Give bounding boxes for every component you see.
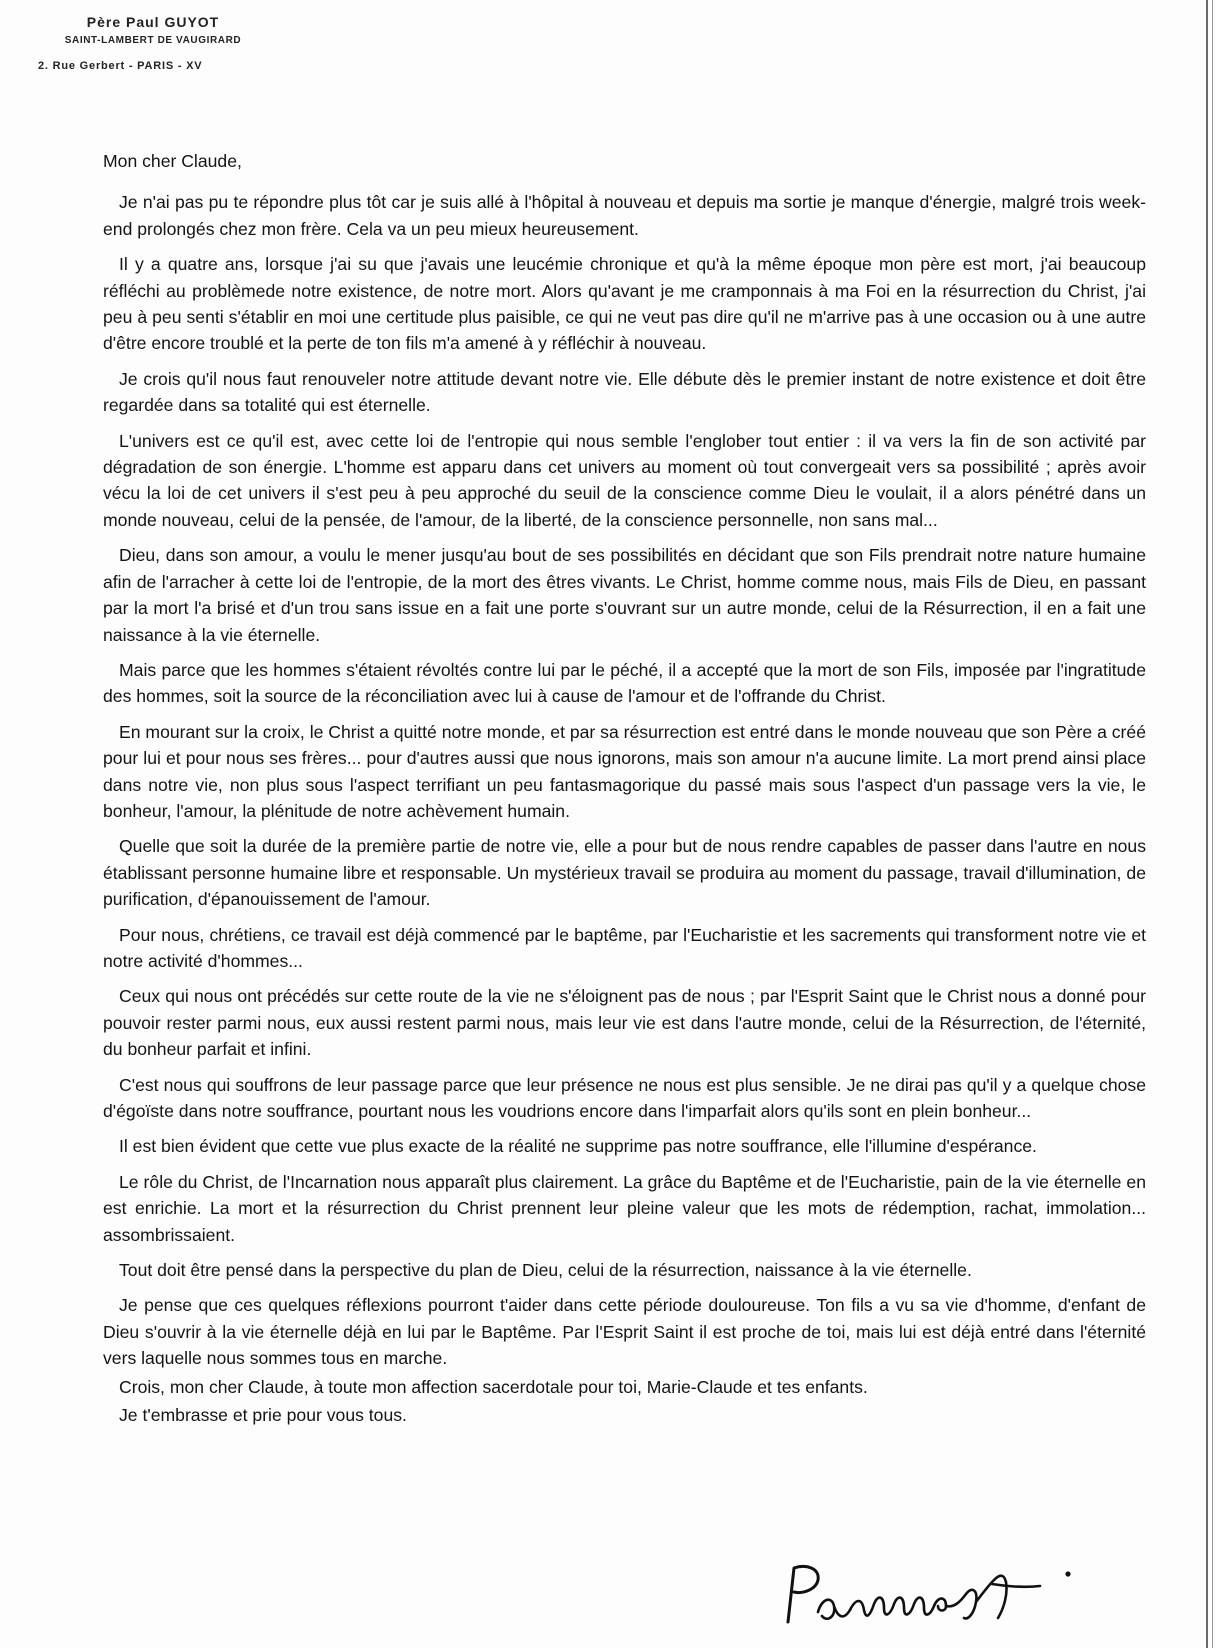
paragraph-8: Quelle que soit la durée de la première partie de notre vie, elle a pour but de nous rendre capables de passer dans l'autre en nous établissant personne humaine libre et responsable. Un mystérieux travail se produira au moment du passage, travail d'illumination, de purification, d'épanouissement de l'amour.	[103, 836, 1146, 910]
paragraph-14: Tout doit être pensé dans la perspective du plan de Dieu, celui de la résurrection, naissance à la vie éternelle.	[119, 1260, 972, 1281]
scan-edge-line-outer	[1212, 0, 1213, 1648]
paragraph-11: C'est nous qui souffrons de leur passage parce que leur présence ne nous est plus sensible. Je ne dirai pas qu'il y a quelque chose d'égoïste dans notre souffrance, pourtant nous les voudrions encore dans l'imparfait alors qu'ils sont en plein bonheur...	[103, 1074, 1146, 1121]
paragraph-13: Le rôle du Christ, de l'Incarnation nous apparaît plus clairement. La grâce du Baptême et de l'Eucharistie, pain de la vie éternelle en est enrichie. La mort et la résurrection du Christ prennent leur pleine valeur que les mots de rédemption, rachat, immolation... assombrissaient.	[103, 1171, 1146, 1245]
paragraph-15: Je pense que ces quelques réflexions pourront t'aider dans cette période douloureuse. Ton fils a vu sa vie d'homme, d'enfant de Dieu s'ouvrir à la vie éternelle déjà en lui par le Baptême. Par l'Esprit Saint il est proche de toi, mais lui est déjà entré dans l'éternité vers laquelle nous sommes tous en marche.	[103, 1295, 1146, 1369]
paragraph-5: Dieu, dans son amour, a voulu le mener jusqu'au bout de ses possibilités en décidant que son Fils prendrait notre nature humaine afin de l'arracher à cette loi de l'entropie, de la mort des êtres vivants. Le Christ, homme comme nous, mais Fils de Dieu, en passant par la mort l'a brisé et d'un trou sans issue en a fait une porte s'ouvrant sur un autre monde, celui de la Résurrection, il en a fait une naissance à la vie éternelle.	[103, 545, 1146, 645]
paragraph-6: Mais parce que les hommes s'étaient révoltés contre lui par le péché, il a accepté que la mort de son Fils, imposée par l'ingratitude des hommes, soit la source de la réconciliation avec lui à cause de l'amour et de l'offrande du Christ.	[103, 659, 1146, 707]
paragraph-1: Je n'ai pas pu te répondre plus tôt car je suis allé à l'hôpital à nouveau et depuis ma sortie je manque d'énergie, malgré trois week-end prolongés chez mon frère. Cela va un peu mieux heureusement.	[103, 192, 1146, 239]
letterhead	[38, 12, 268, 76]
handwritten-signature	[778, 1560, 1098, 1630]
paragraph-7: En mourant sur la croix, le Christ a quitté notre monde, et par sa résurrection est entré dans le monde nouveau que son Père a créé pour lui et pour nous ses frères... pour d'autres aussi que nous ignorons, mais son amour n'a aucune limite. La mort prend ainsi place dans notre vie, non plus sous l'aspect terrifiant un peu fantasmagorique du passé mais sous l'aspect d'un passage vers la vie, le bonheur, l'amour, la plénitude de notre achèvement humain.	[103, 721, 1146, 821]
closing-line-2: Je t'embrasse et prie pour vous tous.	[119, 1405, 407, 1426]
letter-body	[103, 148, 1146, 1430]
scan-edge-line	[1206, 0, 1208, 1648]
letterhead-address: 2. Rue Gerbert - PARIS - XV	[38, 60, 203, 72]
paragraph-12: Il est bien évident que cette vue plus exacte de la réalité ne supprime pas notre souffrance, elle l'illumine d'espérance.	[119, 1136, 1037, 1157]
paragraph-4: L'univers est ce qu'il est, avec cette loi de l'entropie qui nous semble l'englober tout entier : il va vers la fin de son activité par dégradation de son énergie. L'homme est apparu dans cet univers au moment où tout convergeait vers sa possibilité ; après avoir vécu la loi de cet univers il s'est peu à peu approché du seuil de la conscience comme Dieu le voulait, il a alors pénétré dans un monde nouveau, celui de la pensée, de l'amour, de la liberté, de la conscience personnelle, non sans mal...	[103, 430, 1146, 530]
paragraph-3: Je crois qu'il nous faut renouveler notre attitude devant notre vie. Elle débute dès le premier instant de notre existence et doit être regardée dans sa totalité qui est éternelle.	[103, 368, 1146, 416]
paragraph-2: Il y a quatre ans, lorsque j'ai su que j'avais une leucémie chronique et qu'à la même époque mon père est mort, j'ai beaucoup réfléchi au problèmede notre existence, de notre mort. Alors qu'avant je me cramponnais à ma Foi en la résurrection du Christ, j'ai peu à peu senti s'établir en moi une certitude plus paisible, ce qui ne veut pas dire qu'il ne m'arrive pas à une occasion ou à une autre d'être encore troublé et la perte de ton fils m'a amené à y réfléchir à nouveau.	[103, 254, 1146, 354]
closing-line-1: Crois, mon cher Claude, à toute mon affection sacerdotale pour toi, Marie-Claude et tes enfants.	[119, 1376, 868, 1397]
letterhead-parish: SAINT-LAMBERT DE VAUGIRARD	[64, 35, 242, 46]
paragraph-10: Ceux qui nous ont précédés sur cette route de la vie ne s'éloignent pas de nous ; par l'Esprit Saint que le Christ nous a donné pour pouvoir rester parmi nous, eux aussi restent parmi nous, mais leur vie est dans l'autre monde, celui de la Résurrection, de l'éternité, du bonheur parfait et infini.	[103, 986, 1146, 1060]
salutation: Mon cher Claude,	[103, 151, 242, 171]
paragraph-9: Pour nous, chrétiens, ce travail est déjà commencé par le baptême, par l'Eucharistie et les sacrements qui transforment notre vie et notre activité d'hommes...	[103, 924, 1146, 971]
letterhead-name: Père Paul GUYOT	[86, 14, 220, 30]
